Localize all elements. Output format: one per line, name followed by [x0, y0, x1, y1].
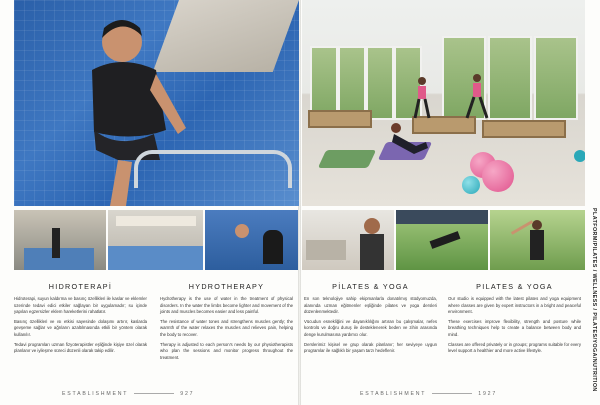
footer-publication: ESTABLISHMENT: [360, 391, 427, 397]
column-heading: PILATES & YOGA: [476, 282, 553, 291]
pink-exercise-ball: [482, 160, 514, 192]
thumb-pool-room: [108, 210, 203, 270]
right-page-footer: [360, 391, 497, 397]
bike-handlebar: [134, 150, 292, 188]
column-paragraph: Our studio is equipped with the latest pilates and yoga equipment where classes are given by expert instructors in a bright and peaceful environment.: [448, 296, 581, 315]
column-paragraph: Hydrotherapy is the use of water in the treatment of physical disorders. In the water the limbs become lighter and movement of the joints and muscles becomes easier and less painful.: [160, 296, 293, 315]
thumb-yoga-pose: [490, 210, 585, 270]
woman-stretching-on-mat: [386, 118, 432, 156]
studio-window: [338, 46, 366, 120]
column-pilates-yoga-tr: [304, 282, 437, 358]
column-paragraph: Tedavi programları uzman fizyoterapistler eşliğinde kişiye özel olarak planlanır ve iyileşme süreci düzenli olarak takip edilir.: [14, 341, 147, 354]
pilates-studio-photo: [302, 0, 585, 206]
thumb-pool-corridor: [14, 210, 106, 270]
hydrotherapy-photo: [14, 0, 299, 206]
column-paragraph: Therapy is adjusted to each person's needs by our physiotherapists who plan the sessions and monitor progress throughout the treatment.: [160, 341, 293, 360]
thumb-instructor: [302, 210, 394, 270]
column-paragraph: Hidroterapi, suyun kaldırma ve basınç özellikleri ile kaslar ve eklemler üzerinde tedavi edici etkiler sağlayan bir uygulamadır; su içinde yapılan egzersizler eklem hareketlerini rahatlatır.: [14, 296, 147, 315]
blue-exercise-ball: [462, 176, 480, 194]
woman-standing: [407, 76, 437, 120]
column-paragraph: Derslerimiz kişisel ve grup olarak planlanır; her seviyeye uygun programlar ile sağlıklı bir yaşam tarzı hedeflenir.: [304, 341, 437, 354]
left-page-footer: [62, 391, 194, 397]
footer-rule: [432, 393, 472, 394]
column-heading: PİLATES & YOGA: [332, 282, 409, 291]
studio-window: [534, 36, 578, 120]
column-paragraph: Vücudun esnekliğini ve dayanıklılığını artıran bu çalışmalar, nefes kontrolü ve doğru duruş ile desteklenerek beden ve zihin arasında denge kurulmasına yardımcı olur.: [304, 318, 437, 337]
column-hidroterapi: [14, 282, 147, 358]
column-paragraph: The resistance of water tones and strengthens muscles gently; the warmth of the water relaxes the muscles and relieves pain, helping the body to recover.: [160, 318, 293, 337]
side-label-text: PLATFORM/PILATES / WELLNESS / PILATES/YOGA/NUTRITION: [591, 208, 597, 392]
column-pilates-yoga-en: [448, 282, 581, 358]
column-paragraph: Basınç özellikleri ve ısı etkisi sayesinde dolaşımı artırır, kaslarda gevşeme sağlar ve ağrıların azaltılmasında etkili bir yöntem olarak kullanılır.: [14, 318, 147, 337]
thumb-pool-therapy: [205, 210, 298, 270]
pilates-reformer: [308, 110, 372, 128]
studio-window: [366, 46, 394, 120]
yoga-mat: [318, 150, 376, 168]
thumb-outdoor-yoga: [396, 210, 488, 270]
footer-publication: ESTABLISHMENT: [62, 391, 129, 397]
footer-page-number: 927: [180, 391, 195, 397]
column-heading: HIDROTERAPİ: [48, 282, 113, 291]
footer-page-number: 1927: [478, 391, 498, 397]
column-hydrotherapy: [160, 282, 293, 364]
blue-exercise-ball: [574, 150, 585, 162]
column-paragraph: These exercises improve flexibility, strength and posture while breathing techniques help to create a balance between body and mind.: [448, 318, 581, 337]
studio-window: [310, 46, 338, 120]
column-paragraph: Classes are offered privately or in groups; programs suitable for every level support a healthier and more active lifestyle.: [448, 341, 581, 354]
woman-on-reformer: [457, 72, 497, 120]
column-paragraph: En son teknolojiye sahip ekipmanlarla donatılmış stüdyomuzda, alanında uzman eğitmenler eşliğinde pilates ve yoga dersleri düzenlenmektedir.: [304, 296, 437, 315]
side-vertical-label: [587, 208, 599, 392]
pilates-reformer: [482, 120, 566, 138]
footer-rule: [134, 393, 174, 394]
column-heading: HYDROTHERAPY: [188, 282, 265, 291]
